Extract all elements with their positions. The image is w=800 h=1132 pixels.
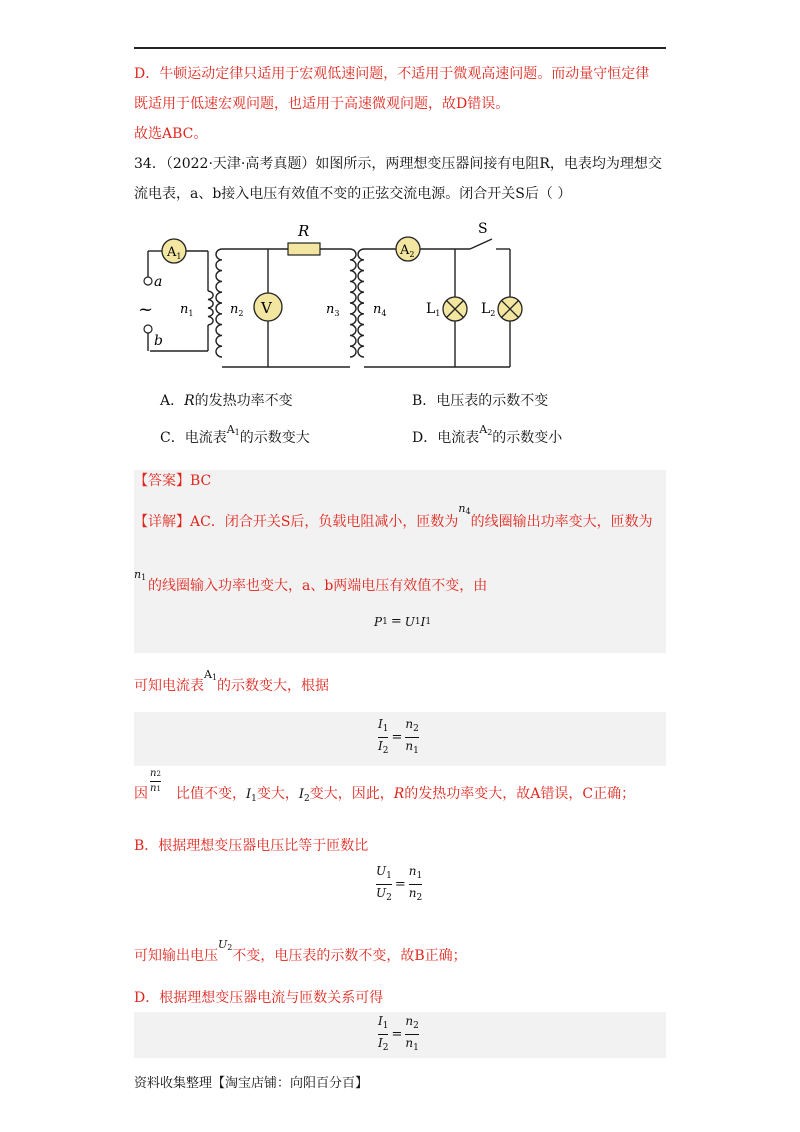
option-b: B．电压表的示数不变 xyxy=(412,393,549,409)
detail-d-line: D．根据理想变压器电流与匝数关系可得 xyxy=(134,990,384,1006)
detail-line1: 【详解】AC．闭合开关S后，负载电阻减小，匝数为$^{n4}$的线圈输出功率变大，匝数为 xyxy=(134,502,653,530)
coil-n1-label: $n_1$ xyxy=(180,302,194,318)
equation-i-ratio-1: $\frac{I_1}{I_2}$ = $\frac{n_2}{n_1}$ xyxy=(378,717,419,756)
terminal-b-label: b xyxy=(154,333,163,349)
question-source: （2022·天津·高考真题） xyxy=(165,156,316,172)
choose-abc: 故选ABC。 xyxy=(134,126,208,142)
switch-label: S xyxy=(478,221,488,237)
detail-line4-start: 因 xyxy=(134,786,148,802)
detail-line4: 比值不变，$I_1$变大，$I_2$变大，因此，R的发热功率变大，故A错误，C正确； xyxy=(176,786,636,804)
equation-u-ratio: $\frac{U_1}{U_2}$ = $\frac{n_1}{n_2}$ xyxy=(376,864,423,903)
detail-line2: 的线圈输入功率也变大，a、b两端电压有效值不变，由 xyxy=(148,578,488,594)
voltmeter-label: V xyxy=(261,299,272,317)
footer-source: 资料收集整理【淘宝店铺：向阳百分百】 xyxy=(134,1076,369,1091)
detail-line6: 可知输出电压$^{U2}$不变，电压表的示数不变，故B正确； xyxy=(134,938,467,964)
answer-line xyxy=(134,471,211,491)
detail-n1-symbol: n1 xyxy=(134,568,147,582)
option-a: A．R的发热功率不变 xyxy=(160,393,293,409)
ammeter-a2-label: $A_2$ xyxy=(400,243,415,259)
top-rule xyxy=(134,47,666,49)
option-d: D．电流表$^{A2}$的示数变小 xyxy=(412,423,563,446)
coil-n4-label: $n_4$ xyxy=(373,302,387,318)
coil-n2-label: $n_2$ xyxy=(230,302,244,318)
circuit-diagram xyxy=(130,215,530,385)
question-text: 如图所示，两理想变压器间接有电阻R，电表均为理想交 xyxy=(315,156,662,172)
lamp-l2-label: $L_2$ xyxy=(481,301,496,318)
lamp-l1-label: $L_1$ xyxy=(426,301,441,318)
detail-label: 【详解】 xyxy=(134,514,190,530)
coil-n3-label: $n_3$ xyxy=(326,302,340,318)
detail-b-line: B．根据理想变压器电压比等于匝数比 xyxy=(134,838,369,854)
answer-value: BC xyxy=(190,473,212,489)
resistor-label: R xyxy=(298,222,310,240)
answer-label: 【答案】 xyxy=(134,473,190,489)
option-c: C．电流表$^{A1}$的示数变大 xyxy=(160,423,310,446)
ac-source-symbol: ~ xyxy=(138,299,154,320)
option-d-explanation-line1: D．牛顿运动定律只适用于宏观低速问题，不适用于微观高速问题。而动量守恒定律 xyxy=(134,66,650,82)
equation-i-ratio-2: $\frac{I_1}{I_2}$ = $\frac{n_2}{n_1}$ xyxy=(378,1014,419,1053)
ammeter-a1-label: $A_1$ xyxy=(167,245,182,261)
ratio-n2-n1: n2 n1 xyxy=(150,768,161,794)
question-number: 34． xyxy=(134,156,166,172)
option-d-explanation-line2: 既适用于低速宏观问题，也适用于高速微观问题，故D错误。 xyxy=(134,96,510,112)
question-line1 xyxy=(134,154,662,174)
terminal-a-label: a xyxy=(154,274,163,290)
question-line2: 流电表，a、b接入电压有效值不变的正弦交流电源。闭合开关S后（ ） xyxy=(134,186,572,202)
equation-p1-u1i1: P 1 = U 1 I 1 xyxy=(374,614,432,629)
detail-line3: 可知电流表$^{A1}$的示数变大，根据 xyxy=(134,668,330,694)
